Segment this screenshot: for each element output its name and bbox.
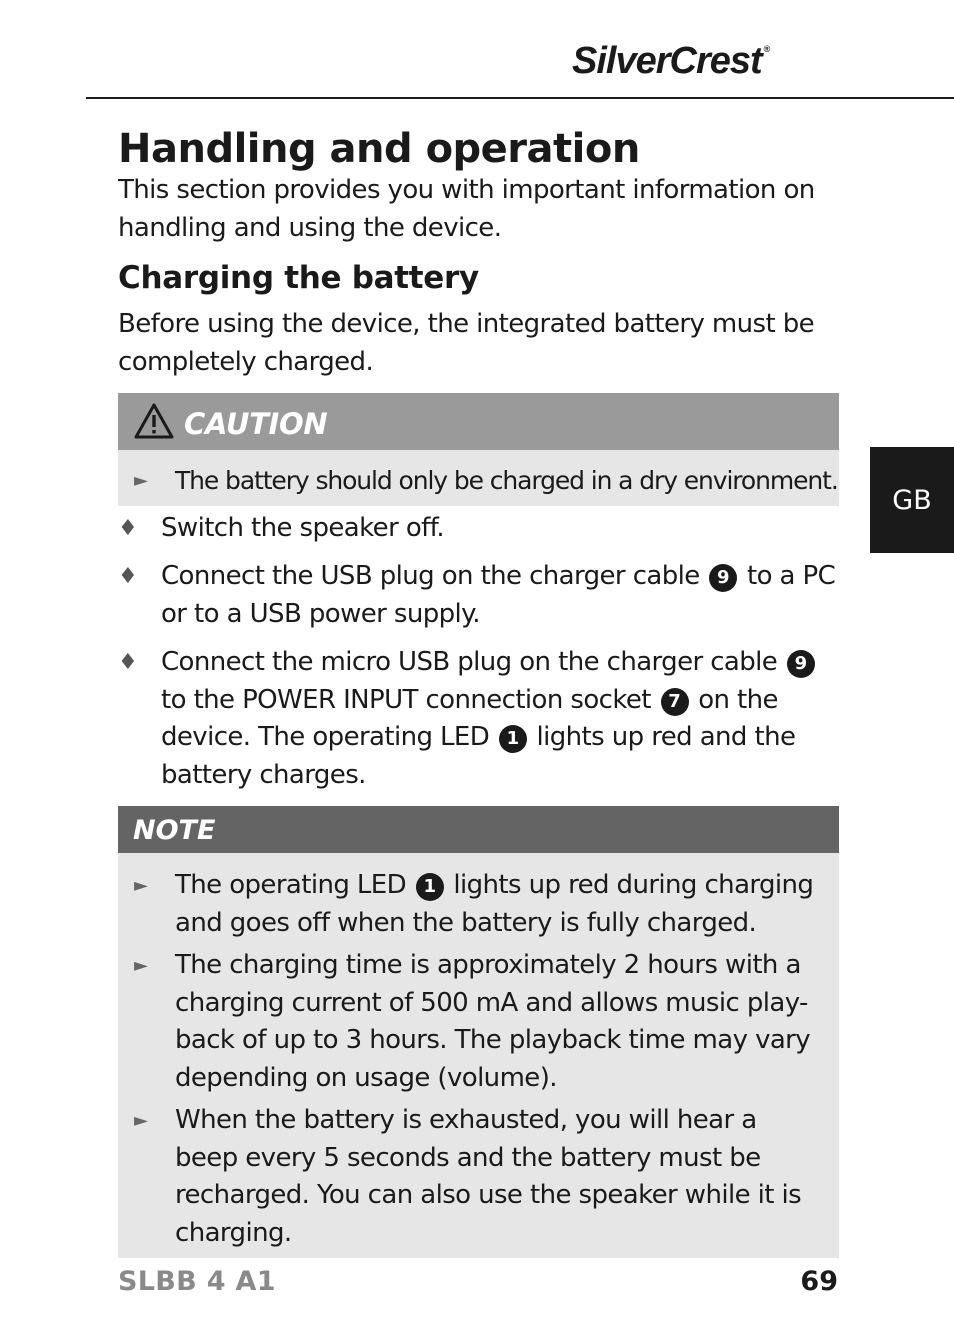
warning-triangle-icon xyxy=(134,403,174,439)
step-text: Connect the USB plug on the charger cable xyxy=(161,561,708,591)
subsection-intro: Before using the device, the integrated battery must be completely charged. xyxy=(118,309,815,377)
caution-box xyxy=(118,450,839,506)
note-header xyxy=(118,806,839,853)
step-text: on the device. The operating LED xyxy=(161,684,778,752)
header-rule xyxy=(86,97,954,99)
component-ref-9: 9 xyxy=(787,650,815,678)
caution-label: CAUTION xyxy=(184,407,328,441)
component-ref-7: 7 xyxy=(661,688,689,716)
page-number: 69 xyxy=(800,1266,838,1297)
section-title: Handling and operation xyxy=(118,126,640,172)
step-text: Switch the speaker off. xyxy=(161,513,445,543)
language-tab xyxy=(870,447,954,553)
component-ref-1: 1 xyxy=(499,725,527,753)
step-text: to the POWER INPUT connection socket xyxy=(161,684,659,715)
note-label: NOTE xyxy=(133,815,216,846)
triangle-bullet-icon: ► xyxy=(134,1110,148,1131)
model-number: SLBB 4 A1 xyxy=(118,1266,276,1297)
component-ref-1: 1 xyxy=(416,873,444,901)
subsection-title: Charging the battery xyxy=(118,260,479,296)
brand-name: SilverCrest xyxy=(572,40,762,82)
triangle-bullet-icon: ► xyxy=(134,875,148,896)
component-ref-9: 9 xyxy=(709,564,737,592)
step-text: Connect the micro USB plug on the charger cable xyxy=(161,647,785,677)
note-box xyxy=(118,853,839,1258)
diamond-bullet-icon: ♦ xyxy=(118,650,138,675)
caution-item: The battery should only be charged in a dry environment. xyxy=(175,466,838,495)
brand-logo xyxy=(572,40,852,83)
step-text: lights up red and the battery charges. xyxy=(161,722,796,790)
note-text: The operating LED xyxy=(175,870,414,900)
step-text: to a PC or to a USB power supply. xyxy=(161,561,836,629)
note-text: When the battery is exhausted, you will hear a beep every 5 seconds and the battery must be recharged. You can also use the speaker while it is charging. xyxy=(175,1105,802,1248)
registered-mark: ® xyxy=(763,44,770,54)
language-tab-label: GB xyxy=(892,484,932,516)
diamond-bullet-icon: ♦ xyxy=(118,516,138,541)
section-intro: This section provides you with important information on handling and using the device. xyxy=(118,175,815,243)
caution-header xyxy=(118,393,839,450)
note-text: The charging time is approximately 2 hours with a charging current of 500 mA and allows music play-back of up to 3 hours. The playback time may vary depending on usage (volume). xyxy=(175,950,811,1093)
diamond-bullet-icon: ♦ xyxy=(118,564,138,589)
triangle-bullet-icon: ► xyxy=(134,955,148,976)
note-text: lights up red during charging and goes off when the battery is fully charged. xyxy=(175,870,814,938)
triangle-bullet-icon: ► xyxy=(134,470,148,491)
